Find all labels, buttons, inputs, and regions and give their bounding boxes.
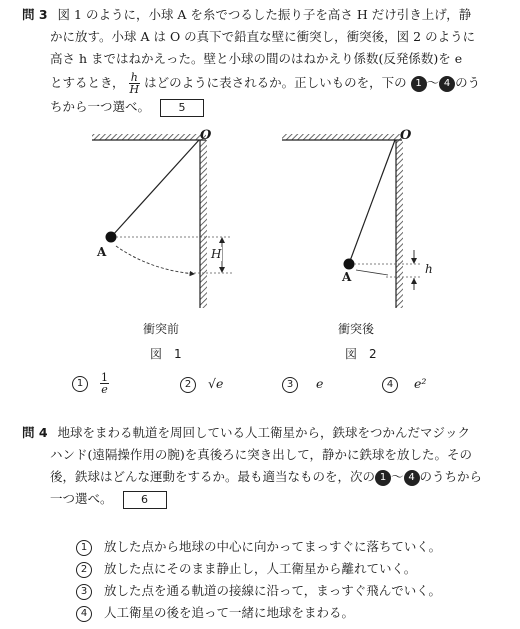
q4-line1 xyxy=(22,424,470,442)
q3-text-line1: 図 1 のように，小球 A を糸でつるした振り子を高さ H だけ引き上げ，静 xyxy=(57,7,472,22)
choice-marker-4: 4 xyxy=(404,470,420,486)
fig1-label-H: H xyxy=(211,247,222,261)
q3-choice-2-text: √e xyxy=(207,376,224,391)
q4-choice-1[interactable] xyxy=(76,537,441,556)
q4-text-line3-end: のうちから xyxy=(419,469,483,484)
answer-box-5[interactable]: 5 xyxy=(160,99,204,117)
tilde: ～ xyxy=(391,469,404,484)
q4-choice-3[interactable] xyxy=(76,581,441,600)
wall-2 xyxy=(396,140,403,308)
q3-fraction xyxy=(129,72,141,95)
fig2-label-O: O xyxy=(400,128,412,143)
fig1-title: 衝突前 xyxy=(143,322,180,336)
ball-A-1 xyxy=(106,232,117,243)
fig2-title: 衝突後 xyxy=(338,322,375,336)
ball-A-2 xyxy=(344,259,355,270)
answer-box-6[interactable]: 6 xyxy=(123,491,167,509)
choice-number-4: 4 xyxy=(76,606,92,622)
string-1 xyxy=(112,140,199,236)
q4-choice-1-text: 放した点から地球の中心に向かってまっすぐに落ちていく。 xyxy=(103,539,442,554)
fig2-label-A: A xyxy=(342,270,352,284)
q4-choice-4-text: 人工衛星の後を追って一緒に地球をまわる。 xyxy=(103,605,354,620)
choice-marker-1: 1 xyxy=(411,76,427,92)
choice-number-1: 1 xyxy=(76,540,92,556)
q3-fraction-den: H xyxy=(129,83,140,96)
choice-number-3: 3 xyxy=(282,377,298,393)
q3-choice-1-den: e xyxy=(101,383,108,396)
q4-choice-2[interactable] xyxy=(76,559,416,578)
choice-marker-1: 1 xyxy=(375,470,391,486)
q4-label: 問 4 xyxy=(22,425,48,440)
ceiling-1 xyxy=(92,134,206,140)
q3-text-line5: ちから一つ選べ。 xyxy=(50,99,151,114)
figure-1 xyxy=(92,134,232,308)
q4-line4 xyxy=(50,490,167,509)
choice-number-2: 2 xyxy=(180,377,196,393)
q3-text-line2: かに放す。小球 A は O の真下で鉛直な壁に衝突し，衝突後，図 2 のように xyxy=(50,29,476,44)
q3-text-line4-pre: とするとき， xyxy=(50,75,125,90)
q3-line5 xyxy=(50,98,204,117)
q4-text-line1: 地球をまわる軌道を周回している人工衛星から，鉄球をつかんだマジック xyxy=(57,425,471,440)
swing-path-1 xyxy=(116,246,195,274)
fig1-label-A: A xyxy=(97,245,107,259)
q3-choice-4[interactable] xyxy=(382,376,426,393)
q3-line1 xyxy=(22,6,471,24)
string-2 xyxy=(350,140,395,261)
q4-choice-4[interactable] xyxy=(76,603,354,622)
pendulum-figures xyxy=(0,120,520,360)
q3-line4 xyxy=(50,70,480,96)
q4-text-line4: 一つ選べ。 xyxy=(50,491,113,506)
choice-number-1: 1 xyxy=(72,376,88,392)
q3-choice-1-fraction xyxy=(100,372,109,395)
q3-text-line4-end: のう xyxy=(455,75,481,90)
q4-text-line2: ハンド(遠隔操作用の腕)を真後ろに突き出して，静かに鉄球を放した。その xyxy=(50,447,473,462)
choice-marker-4: 4 xyxy=(439,76,455,92)
q3-label: 問 3 xyxy=(22,7,48,22)
q4-text-line3-pre: 後，鉄球はどんな運動をするか。最も適当なものを，次の xyxy=(50,469,376,484)
q3-text-line3: 高さ h まではねかえった。壁と小球の間のはねかえり係数(反発係数)を e xyxy=(50,51,463,66)
q3-choice-1[interactable] xyxy=(72,372,109,395)
fig1-caption: 図 1 xyxy=(150,347,182,361)
ceiling-2 xyxy=(282,134,402,140)
q4-choice-3-text: 放した点を通る軌道の接線に沿って，まっすぐ飛んでいく。 xyxy=(103,583,441,598)
choice-number-4: 4 xyxy=(382,377,398,393)
q3-text-line4-post: はどのように表されるか。正しいものを，下の xyxy=(144,75,407,90)
figure-2 xyxy=(282,134,422,308)
choice-number-3: 3 xyxy=(76,584,92,600)
q3-choice-1-num: 1 xyxy=(100,371,108,384)
q4-line3 xyxy=(50,468,482,486)
q3-choice-3-text: e xyxy=(315,376,324,391)
q3-choice-2[interactable] xyxy=(180,376,223,393)
tilde: ～ xyxy=(426,75,440,90)
choice-number-2: 2 xyxy=(76,562,92,578)
wall-1 xyxy=(200,140,207,308)
q4-choice-2-text: 放した点にそのまま静止し，人工衛星から離れていく。 xyxy=(103,561,417,576)
q3-fraction-num: h xyxy=(129,72,141,84)
fig2-label-h: h xyxy=(425,262,433,276)
fig1-label-O: O xyxy=(200,128,212,143)
fig2-caption: 図 2 xyxy=(345,347,377,361)
q3-choice-3[interactable] xyxy=(282,376,323,393)
q3-choice-4-text: e² xyxy=(413,376,427,391)
